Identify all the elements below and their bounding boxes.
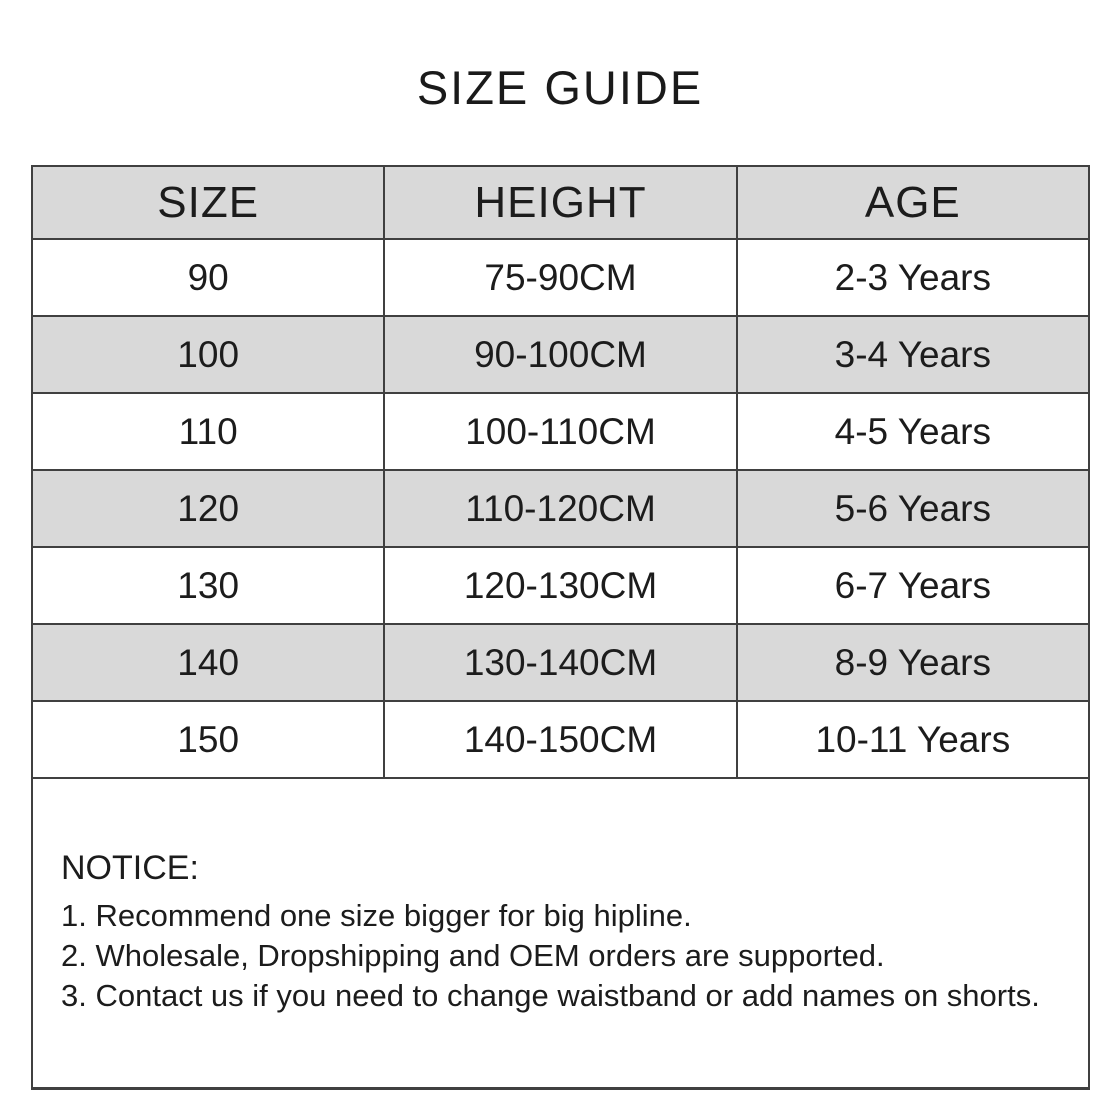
- size-guide-table: [31, 165, 1090, 779]
- age-cell: 2-3 Years: [737, 239, 1089, 316]
- height-cell: 75-90CM: [384, 239, 736, 316]
- table-header-row: [32, 166, 1089, 239]
- notice-list: [33, 896, 1088, 1016]
- age-cell: 4-5 Years: [737, 393, 1089, 470]
- header-height: HEIGHT: [384, 166, 736, 239]
- age-cell: 8-9 Years: [737, 624, 1089, 701]
- notice-item: 1. Recommend one size bigger for big hipline.: [61, 898, 692, 933]
- age-cell: 3-4 Years: [737, 316, 1089, 393]
- table-row: [32, 624, 1089, 701]
- notice-box: [31, 779, 1090, 1090]
- table-row: [32, 239, 1089, 316]
- size-cell: 100: [32, 316, 384, 393]
- size-cell: 140: [32, 624, 384, 701]
- table-row: [32, 316, 1089, 393]
- height-cell: 110-120CM: [384, 470, 736, 547]
- table-row: [32, 393, 1089, 470]
- page-title: SIZE GUIDE: [416, 61, 704, 114]
- table-row: [32, 547, 1089, 624]
- height-cell: 120-130CM: [384, 547, 736, 624]
- height-cell: 90-100CM: [384, 316, 736, 393]
- size-cell: 120: [32, 470, 384, 547]
- size-cell: 90: [32, 239, 384, 316]
- age-cell: 10-11 Years: [737, 701, 1089, 778]
- age-cell: 6-7 Years: [737, 547, 1089, 624]
- header-age: AGE: [737, 166, 1089, 239]
- notice-heading: NOTICE:: [61, 849, 199, 887]
- table-row: [32, 701, 1089, 778]
- height-cell: 140-150CM: [384, 701, 736, 778]
- table-row: [32, 470, 1089, 547]
- size-cell: 110: [32, 393, 384, 470]
- height-cell: 100-110CM: [384, 393, 736, 470]
- height-cell: 130-140CM: [384, 624, 736, 701]
- age-cell: 5-6 Years: [737, 470, 1089, 547]
- notice-item: 3. Contact us if you need to change waistband or add names on shorts.: [61, 978, 1040, 1013]
- size-cell: 130: [32, 547, 384, 624]
- header-size: SIZE: [32, 166, 384, 239]
- notice-item: 2. Wholesale, Dropshipping and OEM orders are supported.: [61, 938, 885, 973]
- size-cell: 150: [32, 701, 384, 778]
